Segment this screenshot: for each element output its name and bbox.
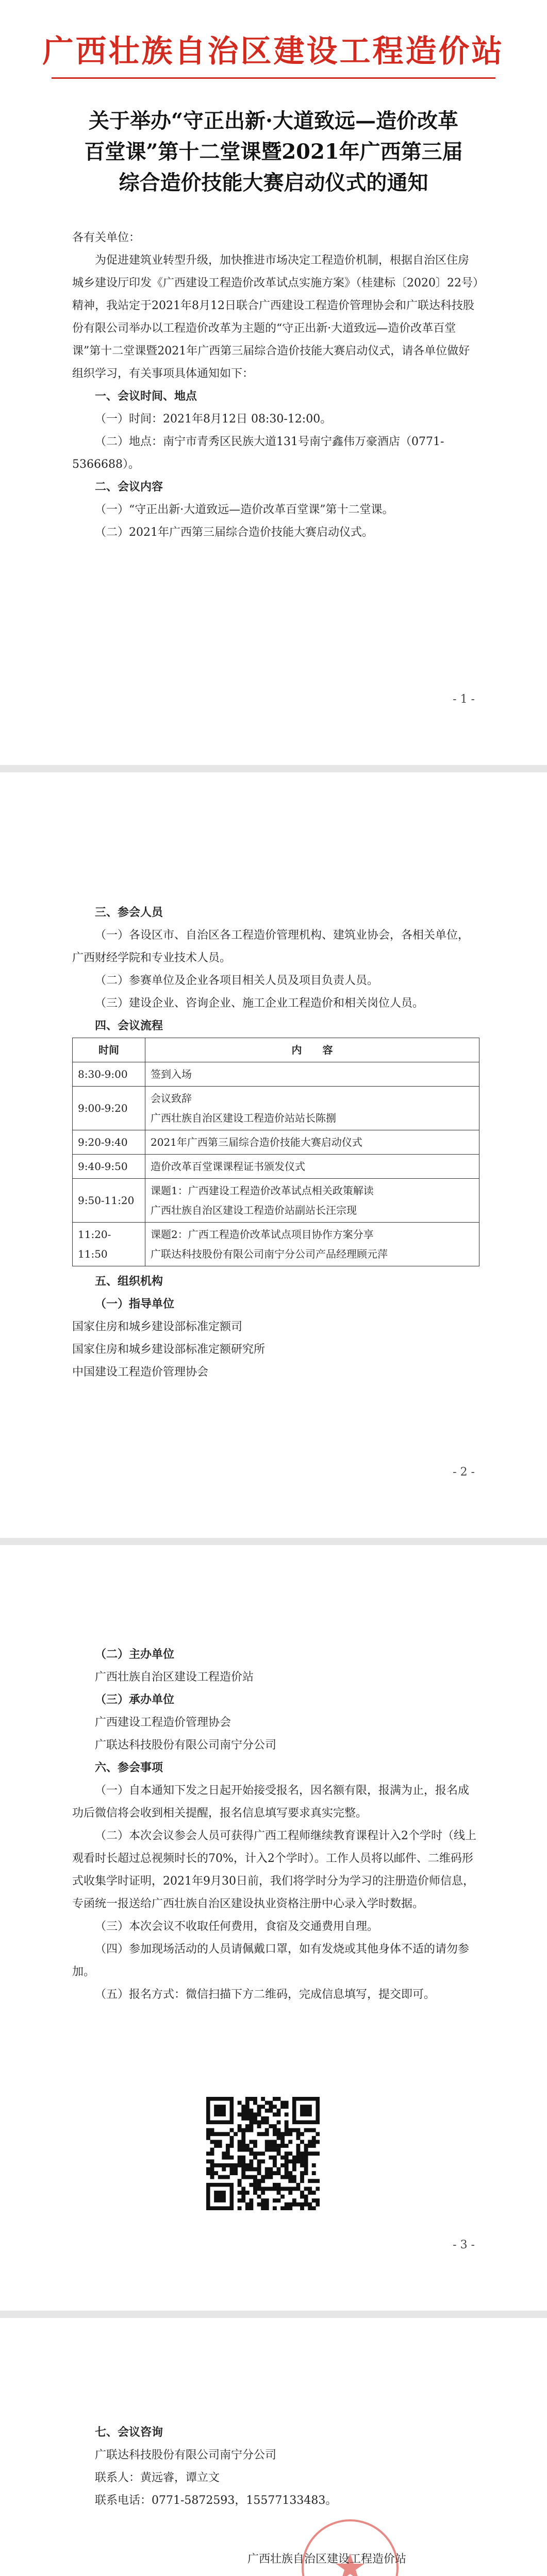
schedule-row bbox=[73, 1087, 479, 1130]
masthead: 广西壮族自治区建设工程造价站 bbox=[42, 33, 505, 70]
section-5-heading: 五、组织机构 bbox=[95, 1275, 163, 1288]
schedule-header-time: 时间 bbox=[73, 1038, 145, 1062]
page-number-label: - 1 - bbox=[453, 693, 475, 706]
schedule-time: 9:00-9:20 bbox=[73, 1087, 145, 1130]
section-7-heading: 七、会议咨询 bbox=[95, 2426, 163, 2439]
title-line: 综合造价技能大赛启动仪式的通知 bbox=[119, 171, 428, 195]
page-number-label: - 3 - bbox=[453, 2239, 475, 2251]
section-3-item-2: （二）参赛单位及企业各项目相关人员及项目负责人员。 bbox=[95, 974, 379, 987]
salutation: 各有关单位： bbox=[72, 231, 141, 244]
section-6-item-3: （三）本次会议不收取任何费用，食宿及交通费用自理。 bbox=[95, 1920, 379, 1933]
contact-people: 联系人：黄远睿，谭立文 bbox=[95, 2471, 220, 2484]
organizer-unit: 广联达科技股份有限公司南宁分公司 bbox=[95, 1739, 277, 1752]
section-6-item-5: （五）报名方式：微信扫描下方二维码，完成信息填写，提交即可。 bbox=[95, 1988, 436, 2001]
schedule-content: 造价改革百堂课课程证书颁发仪式 bbox=[145, 1155, 479, 1179]
section-6-item-1: （一）自本通知下发之日起开始接受报名，因名额有限，报满为止，报名成功后微信将会收到相关提醒，报名信息填写要求真实完整。 bbox=[72, 1784, 470, 1820]
document-title bbox=[52, 106, 495, 198]
organizer-unit: 广西建设工程造价管理协会 bbox=[95, 1716, 231, 1729]
schedule-content: 2021年广西第三届综合造价技能大赛启动仪式 bbox=[145, 1130, 479, 1155]
schedule-time: 8:30-9:00 bbox=[73, 1062, 145, 1087]
title-line: 百堂课”第十二堂课暨2021年广西第三届 bbox=[84, 140, 463, 164]
guide-unit: 国家住房和城乡建设部标准定额研究所 bbox=[72, 1343, 266, 1356]
body-page-4 bbox=[72, 2421, 479, 2512]
page-gap bbox=[0, 2311, 547, 2318]
qr-code-image bbox=[206, 2097, 320, 2210]
schedule-content: 签到入场 bbox=[145, 1062, 479, 1087]
page-number bbox=[0, 2239, 547, 2251]
page-number bbox=[0, 693, 547, 706]
signature-organization: 广西壮族自治区建设工程造价站 bbox=[247, 2553, 407, 2566]
page-gap bbox=[0, 1538, 547, 1545]
guide-unit: 中国建设工程造价管理协会 bbox=[72, 1366, 209, 1379]
section-6-item-4: （四）参加现场活动的人员请佩戴口罩，如有发烧或其他身体不适的请勿参加。 bbox=[72, 1943, 470, 1978]
section-4-heading: 四、会议流程 bbox=[95, 1020, 163, 1032]
title-line: 关于举办“守正出新·大道致远—造价改革 bbox=[89, 109, 458, 133]
section-1-heading: 一、会议时间、地点 bbox=[95, 390, 197, 403]
body-page-1 bbox=[72, 227, 479, 544]
section-1-time: （一）时间：2021年8月12日 08:30-12:00。 bbox=[95, 413, 332, 426]
registration-qr-code[interactable] bbox=[206, 2097, 320, 2210]
schedule-content: 课题1：广西建设工程造价改革试点相关政策解读 广西壮族自治区建设工程造价站副站长汪宗现 bbox=[145, 1179, 479, 1223]
section-6-heading: 六、参会事项 bbox=[95, 1761, 163, 1774]
schedule-row bbox=[73, 1155, 479, 1179]
section-3-item-1: （一）各设区市、自治区各工程造价管理机构、建筑业协会，各相关单位，广西财经学院和专业技术人员。 bbox=[72, 929, 470, 964]
guide-unit: 国家住房和城乡建设部标准定额司 bbox=[72, 1320, 243, 1333]
schedule-time: 11:20-11:50 bbox=[73, 1223, 145, 1266]
section-6-item-2: （二）本次会议参会人员可获得广西工程师继续教育课程计入2个学时（线上观看时长超过总视频时长的70%，计入2个学时）。工作人员将以邮件、二维码形式收集学时证明，2021年9月30日前，我们将学时分为学习的注册造价师信息，专函统一报送给广西壮族自治区建设执业资格注册中心录入学时数据。 bbox=[72, 1829, 476, 1910]
body-page-2 bbox=[72, 902, 479, 1384]
schedule-time: 9:50-11:20 bbox=[73, 1179, 145, 1223]
official-seal bbox=[302, 2519, 399, 2576]
schedule-row bbox=[73, 1179, 479, 1223]
page-gap bbox=[0, 765, 547, 772]
schedule-time: 9:40-9:50 bbox=[73, 1155, 145, 1179]
schedule-header-content: 内 容 bbox=[145, 1038, 479, 1062]
schedule-row bbox=[73, 1130, 479, 1155]
schedule-header-row bbox=[73, 1038, 479, 1062]
section-3-heading: 三、参会人员 bbox=[95, 906, 163, 919]
body-page-3 bbox=[72, 1643, 479, 2006]
schedule-time: 9:20-9:40 bbox=[73, 1130, 145, 1155]
section-5-host-heading: （二）主办单位 bbox=[95, 1648, 175, 1661]
intro-paragraph: 为促进建筑业转型升级，加快推进市场决定工程造价机制，根据自治区住房城乡建设厅印发《广西建设工程造价改革试点实施方案》（桂建标〔2020〕22号）精神，我站定于2021年8月12日联合广西建设工程造价管理协会和广联达科技股份有限公司举办以工程造价改革为主题的“守正出新·大道致远—造价改革百堂课”第十二堂课暨2021年广西第三届综合造价技能大赛启动仪式，请各单位做好组织学习，有关事项具体通知如下： bbox=[72, 254, 478, 380]
section-5-organizer-heading: （三）承办单位 bbox=[95, 1693, 175, 1706]
schedule-content: 课题2：广西工程造价改革试点项目协作方案分享 广联达科技股份有限公司南宁分公司产品经理顾元萍 bbox=[145, 1223, 479, 1266]
section-5-guide-heading: （一）指导单位 bbox=[95, 1298, 175, 1311]
schedule-table bbox=[72, 1038, 479, 1266]
section-2-item-2: （二）2021年广西第三届综合造价技能大赛启动仪式。 bbox=[95, 526, 373, 539]
contact-phone: 联系电话：0771-5872593，15577133483。 bbox=[95, 2494, 337, 2507]
schedule-row bbox=[73, 1062, 479, 1087]
schedule-content: 会议致辞 广西壮族自治区建设工程造价站站长陈捌 bbox=[145, 1087, 479, 1130]
section-3-item-3: （三）建设企业、咨询企业、施工企业工程造价和相关岗位人员。 bbox=[95, 997, 424, 1010]
host-unit: 广西壮族自治区建设工程造价站 bbox=[95, 1671, 254, 1684]
section-2-heading: 二、会议内容 bbox=[95, 481, 163, 494]
section-1-place: （二）地点：南宁市青秀区民族大道131号南宁鑫伟万豪酒店（0771-5366688）。 bbox=[72, 435, 444, 471]
seal-star-icon bbox=[304, 2521, 396, 2576]
red-divider bbox=[52, 77, 495, 79]
section-2-item-1: （一）“守正出新·大道致远—造价改革百堂课”第十二堂课。 bbox=[95, 503, 394, 516]
schedule-row bbox=[73, 1223, 479, 1266]
page-number-label: - 2 - bbox=[453, 1466, 475, 1479]
page-number bbox=[0, 1466, 547, 1479]
contact-organization: 广联达科技股份有限公司南宁分公司 bbox=[95, 2449, 277, 2462]
